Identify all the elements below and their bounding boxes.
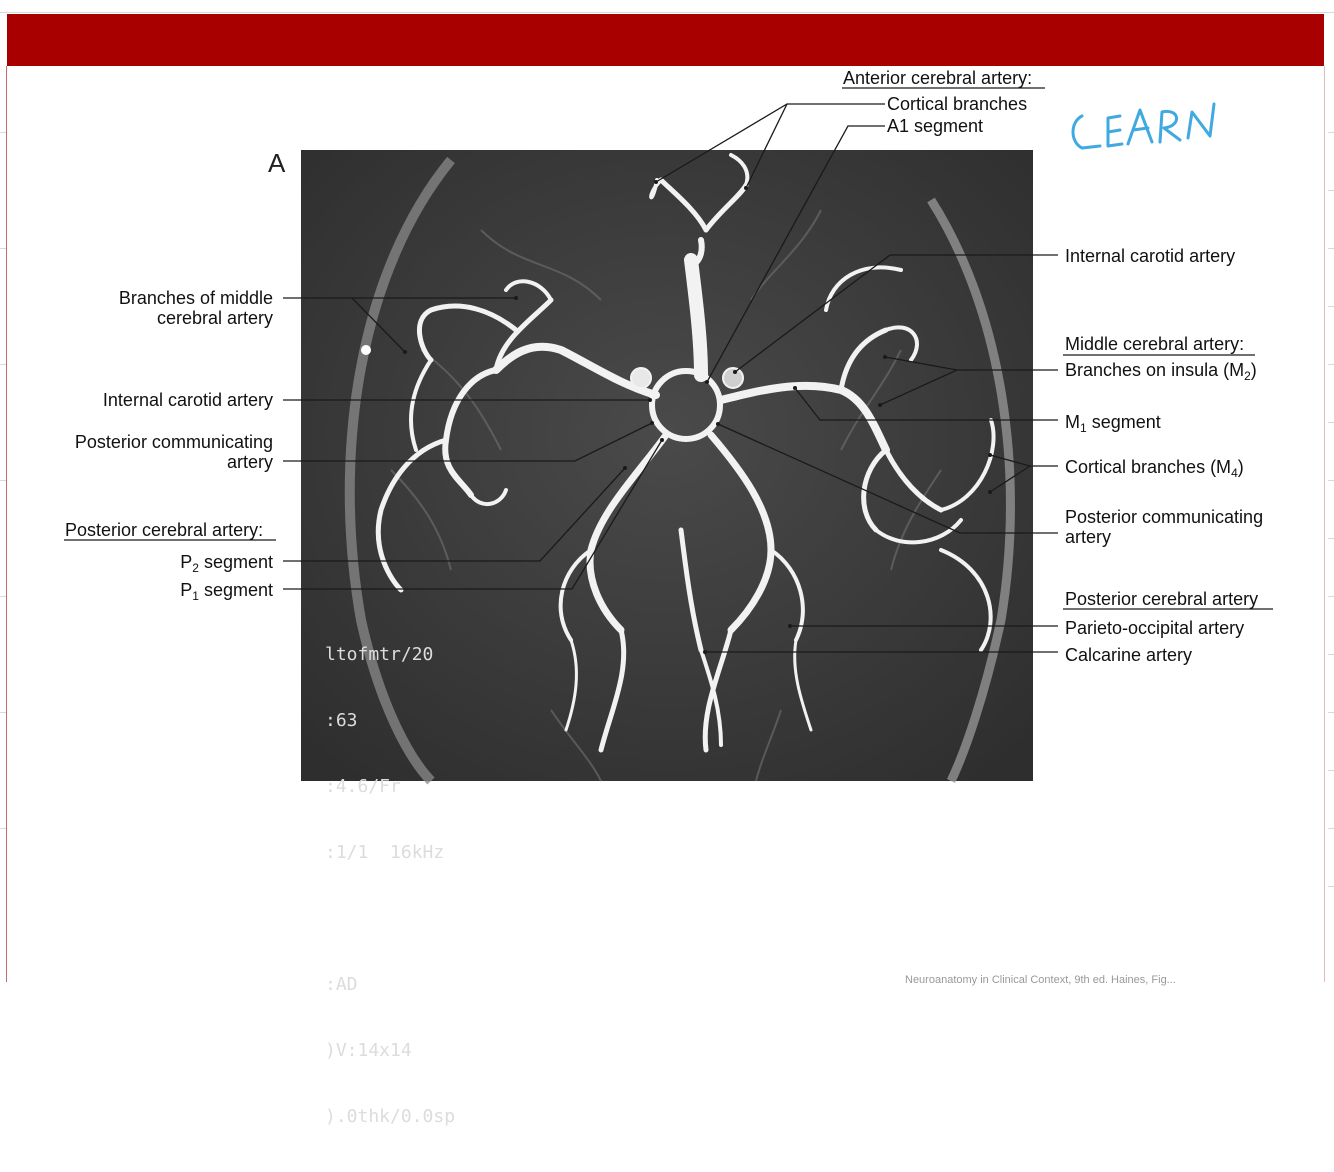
label-branches-middle-cerebral-line2: cerebral artery — [156, 308, 273, 328]
scanner-parameters — [325, 600, 455, 1172]
label-posterior-cerebral-heading-left: Posterior cerebral artery: — [65, 520, 264, 540]
mra-image — [301, 150, 1033, 1127]
label-branches-on-insula — [1065, 360, 1257, 383]
scanner-line — [325, 908, 455, 930]
label-posterior-cerebral-heading-right: Posterior cerebral artery — [1065, 589, 1259, 609]
label-aca-cortical-branches: Cortical branches — [887, 94, 1028, 114]
p1-suffix: segment — [198, 580, 273, 600]
left-margin-line — [6, 66, 7, 982]
label-p1-segment — [180, 580, 273, 603]
top-rule — [0, 12, 1334, 13]
label-posterior-communicating-right-line2: artery — [1065, 527, 1112, 547]
m4-subscript: 4 — [1231, 466, 1238, 480]
label-posterior-communicating-left-line1: Posterior communicating — [74, 432, 273, 452]
right-margin-line — [1324, 66, 1325, 982]
scanner-line: )V:14x14 — [325, 1040, 412, 1061]
label-a1-segment: A1 segment — [887, 116, 984, 136]
label-posterior-communicating-left-line2: artery — [226, 452, 273, 472]
label-internal-carotid-left: Internal carotid artery — [102, 390, 273, 410]
label-calcarine-artery: Calcarine artery — [1065, 645, 1193, 665]
m4-suffix: ) — [1237, 457, 1244, 477]
footer-citation: Neuroanatomy in Clinical Context, 9th ed. Haines, Fig... — [905, 974, 1176, 986]
label-branches-middle-cerebral-line1: Branches of middle — [118, 288, 273, 308]
handwriting-strokes — [1068, 96, 1243, 156]
label-parieto-occipital-artery: Parieto-occipital artery — [1065, 618, 1245, 638]
handwritten-learn-annotation — [1068, 96, 1243, 161]
label-m1-segment — [1065, 412, 1161, 435]
scanner-line: ltofmtr/20 — [325, 644, 434, 665]
scanner-line: :4.6/Fr — [325, 776, 401, 797]
p1-prefix: P — [180, 580, 193, 600]
label-posterior-communicating-right-line1: Posterior communicating — [1065, 507, 1264, 527]
scanner-line: ).0thk/0.0sp — [325, 1106, 456, 1127]
m2-subscript: 2 — [1244, 369, 1251, 383]
m4-prefix: Cortical branches (M — [1065, 457, 1232, 477]
p1-subscript: 1 — [192, 589, 199, 603]
p2-prefix: P — [180, 552, 193, 572]
m1-prefix: M — [1065, 412, 1080, 432]
m1-subscript: 1 — [1080, 421, 1087, 435]
label-internal-carotid-right: Internal carotid artery — [1065, 246, 1236, 266]
m2-suffix: ) — [1250, 360, 1257, 380]
label-middle-cerebral-heading: Middle cerebral artery: — [1065, 334, 1245, 354]
header-bar — [7, 14, 1324, 66]
panel-letter: A — [268, 148, 286, 178]
scanner-line: :1/1 16kHz — [325, 842, 445, 863]
label-anterior-cerebral-heading: Anterior cerebral artery: — [843, 68, 1033, 88]
p2-suffix: segment — [198, 552, 273, 572]
label-cortical-branches-m4 — [1065, 457, 1244, 480]
m1-suffix: segment — [1086, 412, 1161, 432]
p2-subscript: 2 — [192, 561, 199, 575]
scanner-line: :63 — [325, 710, 358, 731]
m2-prefix: Branches on insula (M — [1065, 360, 1245, 380]
label-p2-segment — [180, 552, 273, 575]
scanner-line: :AD — [325, 974, 358, 995]
